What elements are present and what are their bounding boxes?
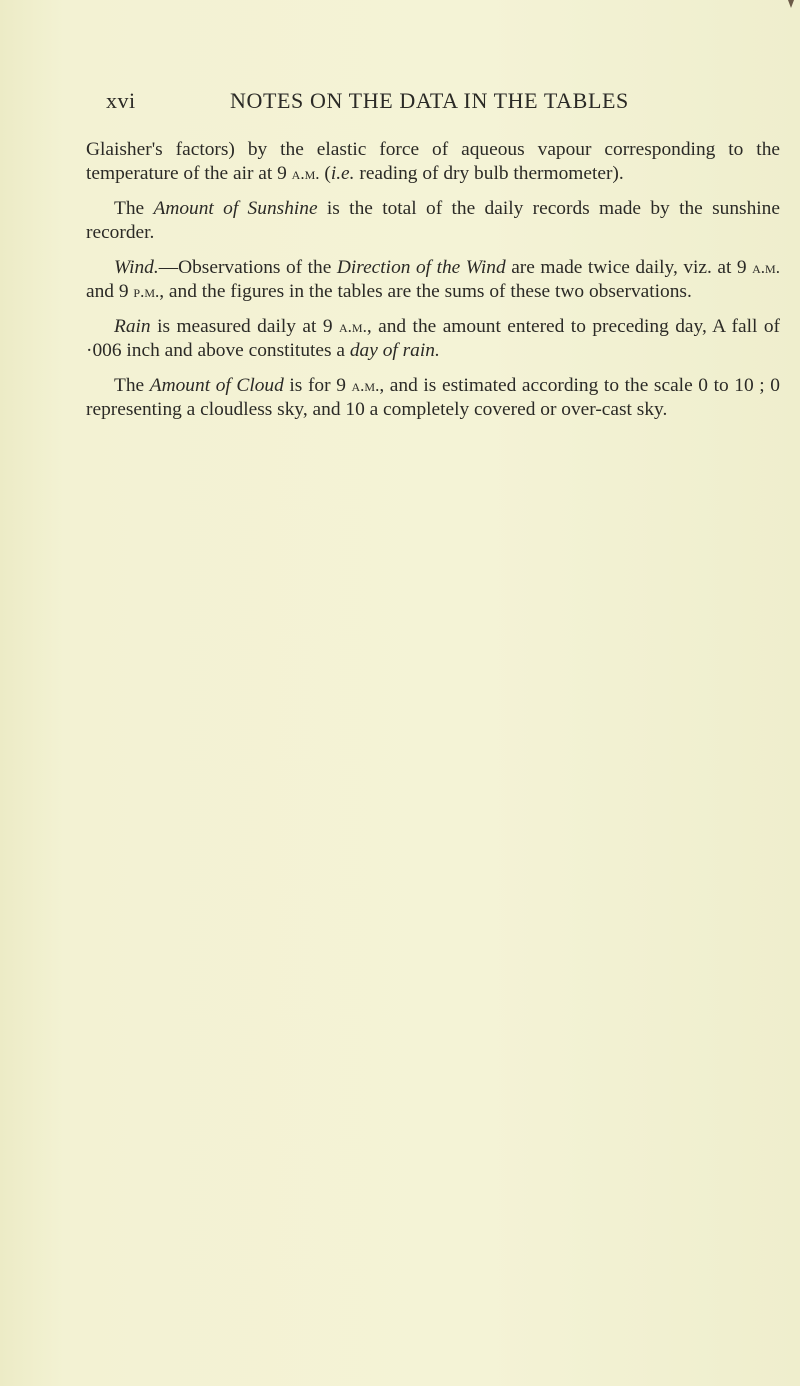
term-wind-direction: Direction of the Wind bbox=[336, 257, 506, 278]
term-wind: Wind. bbox=[114, 257, 159, 278]
paragraph-rain bbox=[86, 315, 780, 362]
paragraph-cloud bbox=[86, 374, 780, 421]
text-run: reading of dry bulb thermometer). bbox=[354, 162, 624, 184]
time-am: a.m. bbox=[351, 376, 380, 395]
running-title: NOTES ON THE DATA IN THE TABLES bbox=[230, 88, 629, 113]
text-run: , and is estimated according to the scale 0 to 10 ; 0 representing a cloudless sky, and 10 a completely covered or over-cast sky. bbox=[86, 375, 780, 420]
text-run: are made twice daily, viz. at 9 bbox=[505, 257, 753, 278]
time-pm: p.m. bbox=[133, 281, 160, 301]
time-am: a.m. bbox=[291, 163, 320, 183]
term-rain: Rain bbox=[114, 316, 151, 337]
time-am: a.m. bbox=[752, 258, 780, 277]
paragraph-sunshine bbox=[86, 197, 780, 244]
term-cloud: Amount of Cloud bbox=[149, 375, 284, 396]
text-run: ( bbox=[319, 162, 331, 184]
text-run: The bbox=[114, 198, 154, 219]
corner-mark bbox=[788, 0, 794, 8]
text-run: The bbox=[114, 375, 150, 396]
term-sunshine: Amount of Sunshine bbox=[153, 198, 318, 219]
text-run: is measured daily at 9 bbox=[150, 316, 339, 337]
body-text bbox=[86, 138, 780, 433]
text-run: , and the amount entered to preceding day, A fall of ·006 inch and above constitutes a bbox=[86, 316, 780, 361]
text-run: and 9 bbox=[86, 280, 134, 302]
time-am: a.m. bbox=[338, 317, 367, 336]
text-run: , and the figures in the tables are the sums of these two observations. bbox=[159, 280, 692, 302]
page-number: xvi bbox=[106, 88, 136, 113]
paragraph-wind bbox=[86, 256, 780, 303]
italic-ie: i.e. bbox=[330, 162, 355, 184]
page-header bbox=[104, 88, 704, 118]
paragraph-glaisher bbox=[86, 138, 780, 185]
term-day-of-rain: day of rain. bbox=[349, 339, 440, 361]
text-run: is the total of the daily records made by the sunshine recorder. bbox=[86, 198, 780, 243]
text-run: —Observations of the bbox=[158, 257, 337, 278]
text-run: is for 9 bbox=[283, 375, 352, 396]
text-run: Glaisher's factors) by the elastic force of aqueous vapour corresponding to the temperature of the air at 9 bbox=[86, 139, 780, 184]
